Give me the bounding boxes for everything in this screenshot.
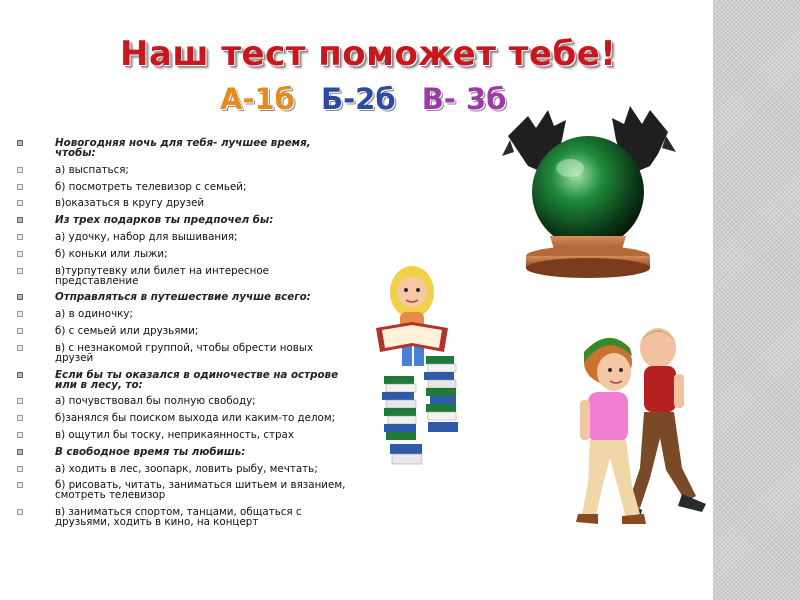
bullet-square-icon — [17, 268, 23, 274]
slide-title: Наш тест поможет тебе! — [120, 34, 617, 74]
bullet-square-icon — [17, 398, 23, 404]
answer-option-line — [17, 165, 347, 175]
bullet-square-icon — [17, 217, 23, 223]
line-text: а) удочку, набор для вышивания; — [55, 230, 238, 243]
bullet-square-icon — [17, 200, 23, 206]
answer-key-b: Б-2б — [321, 82, 396, 116]
answer-key-c: В- 3б — [421, 82, 507, 116]
question-line — [17, 447, 347, 457]
bullet-square-icon — [17, 140, 23, 146]
reading-girl-illustration — [372, 256, 472, 476]
bullet-square-icon — [17, 345, 23, 351]
bullet-square-icon — [17, 449, 23, 455]
line-text: В свободное время ты любишь: — [55, 445, 246, 458]
line-text: Отправляться в путешествие лучше всего: — [55, 291, 311, 304]
answer-option-line — [17, 480, 347, 500]
line-text: б) коньки или лыжи; — [55, 247, 168, 260]
question-line — [17, 138, 347, 158]
line-text: а) почувствовал бы полную свободу; — [55, 395, 256, 408]
bullet-square-icon — [17, 432, 23, 438]
line-text: в) с незнакомой группой, чтобы обрести новых друзей — [55, 341, 314, 364]
answer-option-line — [17, 182, 347, 192]
bullet-square-icon — [17, 466, 23, 472]
answer-option-line — [17, 430, 347, 440]
line-text: б) рисовать, читать, заниматься шитьем и вязанием, смотреть телевизор — [55, 479, 346, 502]
line-text: Новогодняя ночь для тебя- лучшее время, чтобы: — [55, 137, 311, 159]
answer-option-line — [17, 343, 347, 363]
bullet-square-icon — [17, 372, 23, 378]
answer-key — [220, 82, 522, 116]
line-text: Из трех подарков ты предпочел бы: — [55, 214, 274, 227]
bullet-square-icon — [17, 509, 23, 515]
answer-option-line — [17, 309, 347, 319]
line-text: Если бы ты оказался в одиночестве на острове или в лесу, то: — [55, 368, 339, 391]
line-text: в)оказаться в кругу друзей — [55, 197, 205, 210]
line-text: в) заниматься спортом, танцами, общаться с друзьями, ходить в кино, на концерт — [55, 506, 302, 529]
bullet-square-icon — [17, 482, 23, 488]
bullet-square-icon — [17, 234, 23, 240]
bullet-square-icon — [17, 415, 23, 421]
line-text: б) посмотреть телевизор с семьей; — [55, 180, 247, 193]
decorative-side-strip — [713, 0, 800, 600]
line-text: в)турпутевку или билет на интересное представление — [55, 264, 269, 287]
walking-couple-illustration — [570, 318, 720, 533]
answer-option-line — [17, 232, 347, 242]
answer-option-line — [17, 198, 347, 208]
bullet-square-icon — [17, 311, 23, 317]
bullet-square-icon — [17, 328, 23, 334]
answer-option-line — [17, 326, 347, 336]
line-text: в) ощутил бы тоску, неприкаянность, страх — [55, 428, 294, 441]
bullet-square-icon — [17, 294, 23, 300]
answer-key-a: А-1б — [220, 82, 295, 116]
crystal-ball-illustration — [498, 96, 678, 291]
line-text: а) ходить в лес, зоопарк, ловить рыбу, мечтать; — [55, 462, 318, 475]
question-line — [17, 292, 347, 302]
quiz-text-list — [17, 138, 347, 534]
bullet-square-icon — [17, 167, 23, 173]
bullet-square-icon — [17, 251, 23, 257]
line-text: б) с семьей или друзьями; — [55, 324, 199, 337]
answer-option-line — [17, 396, 347, 406]
answer-option-line — [17, 464, 347, 474]
answer-option-line — [17, 507, 347, 527]
answer-option-line — [17, 413, 347, 423]
question-line — [17, 370, 347, 390]
answer-option-line — [17, 249, 347, 259]
bullet-square-icon — [17, 184, 23, 190]
line-text: б)занялся бы поиском выхода или каким-то делом; — [55, 412, 336, 425]
line-text: а) выспаться; — [55, 163, 129, 176]
question-line — [17, 215, 347, 225]
line-text: а) в одиночку; — [55, 308, 133, 321]
answer-option-line — [17, 266, 347, 286]
